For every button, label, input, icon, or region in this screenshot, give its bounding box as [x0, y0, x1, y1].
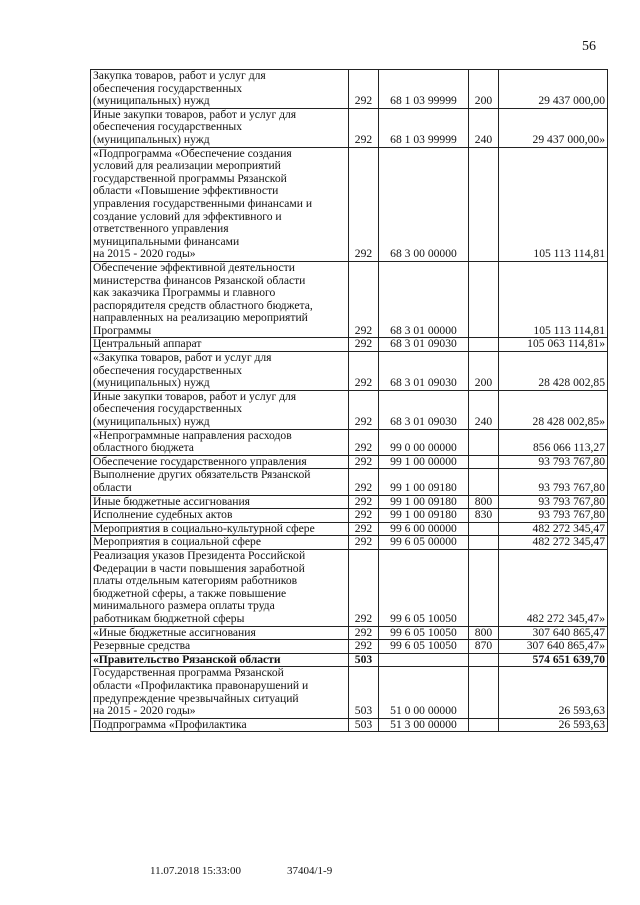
row-code: 292 [349, 495, 379, 509]
row-name-line: «Подпрограмма «Обеспечение создания [93, 147, 292, 160]
row-amount: 105 113 114,81 [499, 261, 608, 338]
row-amount: 93 793 767,80 [499, 495, 608, 509]
table-row [91, 522, 608, 536]
row-amount: 105 063 114,81» [499, 338, 608, 352]
table-row [91, 626, 608, 640]
row-amount: 574 651 639,70 [499, 653, 608, 667]
row-name-line: (муниципальных) нужд [93, 94, 210, 108]
row-code: 503 [349, 718, 379, 732]
row-article: 99 1 00 09180 [379, 495, 469, 509]
row-name-line: ответственного управления [93, 222, 229, 236]
row-name-line: (муниципальных) нужд [93, 132, 210, 146]
table-row [91, 495, 608, 509]
row-name-line: (муниципальных) нужд [93, 415, 210, 429]
row-name-line: Центральный аппарат [93, 337, 202, 351]
table-row [91, 108, 608, 147]
row-name [91, 390, 349, 429]
row-code: 292 [349, 70, 379, 109]
footer-doc-number: 37404/1-9 [287, 865, 333, 877]
row-amount: 93 793 767,80 [499, 455, 608, 469]
row-article: 99 1 00 00000 [379, 455, 469, 469]
row-vr: 800 [469, 495, 499, 509]
row-name-line: Иные закупки товаров, работ и услуг для [93, 390, 297, 403]
row-name [91, 455, 349, 469]
row-code: 292 [349, 429, 379, 455]
row-name-line: предупреждение чрезвычайных ситуаций [93, 691, 299, 705]
row-code: 292 [349, 536, 379, 550]
table-row [91, 718, 608, 732]
table-row [91, 338, 608, 352]
row-vr [469, 147, 499, 261]
row-name-line: условий для реализации мероприятий [93, 159, 281, 173]
row-vr: 200 [469, 70, 499, 109]
row-name-line: государственной программы Рязанской [93, 171, 287, 185]
row-article: 99 6 05 10050 [379, 549, 469, 626]
table-row [91, 352, 608, 391]
row-code: 292 [349, 522, 379, 536]
row-name [91, 352, 349, 391]
row-vr [469, 429, 499, 455]
row-article: 51 0 00 00000 [379, 667, 469, 718]
row-article: 99 6 05 10050 [379, 640, 469, 654]
row-name [91, 108, 349, 147]
row-vr: 200 [469, 352, 499, 391]
row-name [91, 667, 349, 718]
row-vr: 830 [469, 509, 499, 523]
table-row [91, 640, 608, 654]
row-name-line: обеспечения государственных [93, 120, 243, 134]
row-article: 51 3 00 00000 [379, 718, 469, 732]
table-row [91, 653, 608, 667]
row-name [91, 261, 349, 338]
row-article: 68 3 01 00000 [379, 261, 469, 338]
row-vr: 240 [469, 390, 499, 429]
table-row [91, 429, 608, 455]
row-name [91, 147, 349, 261]
row-name-line: Реализация указов Президента Российской [93, 549, 306, 562]
row-code: 292 [349, 108, 379, 147]
row-name-line: областного бюджета [93, 441, 194, 455]
row-code: 292 [349, 549, 379, 626]
row-name-line: Обеспечение государственного управления [93, 455, 307, 468]
row-name-line: Обеспечение эффективной деятельности [93, 261, 295, 274]
row-name-line: министерства финансов Рязанской области [93, 273, 306, 287]
row-name-line: Подпрограмма «Профилактика [93, 718, 247, 731]
row-name-line: «Иные бюджетные ассигнования [93, 626, 256, 639]
row-name [91, 536, 349, 550]
row-name-line: минимального размера оплаты труда [93, 599, 275, 613]
row-article: 68 3 01 09030 [379, 352, 469, 391]
row-name [91, 509, 349, 523]
table-row [91, 261, 608, 338]
row-name-line: Мероприятия в социально-культурной сфере [93, 522, 315, 535]
row-name [91, 469, 349, 495]
row-amount: 29 437 000,00» [499, 108, 608, 147]
row-name-line: «Непрограммные направления расходов [93, 429, 292, 442]
row-name [91, 653, 349, 667]
table-row [91, 455, 608, 469]
row-code: 292 [349, 640, 379, 654]
row-vr [469, 455, 499, 469]
row-name-line: «Правительство Рязанской области [93, 653, 281, 666]
row-vr [469, 718, 499, 732]
budget-table-body [91, 70, 608, 732]
row-code: 292 [349, 390, 379, 429]
row-amount: 93 793 767,80 [499, 469, 608, 495]
row-amount: 307 640 865,47» [499, 640, 608, 654]
row-code: 292 [349, 261, 379, 338]
row-name-line: управления государственными финансами и [93, 196, 313, 210]
row-name-line: муниципальными финансами [93, 234, 240, 248]
row-vr [469, 522, 499, 536]
row-amount: 93 793 767,80 [499, 509, 608, 523]
row-name [91, 626, 349, 640]
footer-date: 11.07.2018 15:33:00 [150, 865, 241, 877]
row-name [91, 338, 349, 352]
row-name-line: «Закупка товаров, работ и услуг для [93, 351, 272, 365]
row-code: 292 [349, 455, 379, 469]
row-vr [469, 653, 499, 667]
row-article: 68 1 03 99999 [379, 70, 469, 109]
row-amount: 307 640 865,47 [499, 626, 608, 640]
row-amount: 29 437 000,00 [499, 70, 608, 109]
row-vr: 870 [469, 640, 499, 654]
row-name-line: Государственная программа Рязанской [93, 666, 284, 680]
table-row [91, 469, 608, 495]
row-name-line: Закупка товаров, работ и услуг для [93, 69, 266, 82]
row-code: 292 [349, 338, 379, 352]
row-article: 68 3 01 09030 [379, 390, 469, 429]
row-amount: 26 593,63 [499, 667, 608, 718]
row-name-line: области «Повышение эффективности [93, 184, 279, 198]
row-name-line: Иные закупки товаров, работ и услуг для [93, 108, 297, 121]
table-row [91, 536, 608, 550]
row-amount: 482 272 345,47 [499, 522, 608, 536]
row-name-line: Федерации в части повышения заработной [93, 561, 305, 575]
row-name-line: бюджетной сферы, а также повышение [93, 586, 287, 600]
row-code: 292 [349, 352, 379, 391]
row-name-line: работникам бюджетной сферы [93, 611, 245, 625]
row-name-line: Иные бюджетные ассигнования [93, 495, 250, 508]
row-name-line: распорядителя средств областного бюджета, [93, 298, 313, 312]
row-amount: 856 066 113,27 [499, 429, 608, 455]
faded-stamp [452, 858, 592, 884]
row-amount: 28 428 002,85» [499, 390, 608, 429]
row-name [91, 495, 349, 509]
table-row [91, 667, 608, 718]
table-row [91, 549, 608, 626]
row-name-line: Программы [93, 323, 152, 337]
budget-table [90, 69, 608, 732]
row-amount: 482 272 345,47 [499, 536, 608, 550]
scan-noise [0, 0, 640, 8]
row-name [91, 522, 349, 536]
row-name-line: Резервные средства [93, 639, 191, 653]
row-name-line: области «Профилактика правонарушений и [93, 678, 309, 692]
row-name-line: Исполнение судебных актов [93, 508, 233, 522]
row-article: 99 0 00 00000 [379, 429, 469, 455]
row-name-line: создание условий для эффективного и [93, 209, 282, 223]
row-name-line: обеспечения государственных [93, 363, 243, 377]
row-name-line: на 2015 - 2020 годы» [93, 704, 196, 718]
row-article [379, 653, 469, 667]
row-code: 503 [349, 667, 379, 718]
row-article: 99 6 00 00000 [379, 522, 469, 536]
row-vr [469, 338, 499, 352]
row-name-line: Выполнение других обязательств Рязанской [93, 468, 311, 482]
row-name [91, 70, 349, 109]
table-row [91, 147, 608, 261]
table-row [91, 509, 608, 523]
row-code: 503 [349, 653, 379, 667]
row-vr: 240 [469, 108, 499, 147]
row-name [91, 549, 349, 626]
row-amount: 482 272 345,47» [499, 549, 608, 626]
row-name-line: платы отдельным категориям работников [93, 574, 298, 588]
row-article: 68 3 00 00000 [379, 147, 469, 261]
row-vr [469, 469, 499, 495]
row-name-line: обеспечения государственных [93, 402, 243, 416]
row-code: 292 [349, 147, 379, 261]
row-name-line: области [93, 481, 132, 494]
table-row [91, 390, 608, 429]
row-vr [469, 549, 499, 626]
row-name-line: на 2015 - 2020 годы» [93, 247, 196, 261]
row-code: 292 [349, 626, 379, 640]
row-amount: 105 113 114,81 [499, 147, 608, 261]
page-number: 56 [582, 39, 596, 54]
row-name-line: (муниципальных) нужд [93, 376, 210, 390]
row-name-line: Мероприятия в социальной сфере [93, 535, 261, 549]
row-code: 292 [349, 509, 379, 523]
row-code: 292 [349, 469, 379, 495]
row-amount: 26 593,63 [499, 718, 608, 732]
row-name-line: обеспечения государственных [93, 81, 243, 95]
row-name-line: направленных на реализацию мероприятий [93, 311, 308, 325]
row-vr [469, 667, 499, 718]
row-article: 99 6 05 00000 [379, 536, 469, 550]
row-article: 99 6 05 10050 [379, 626, 469, 640]
table-row [91, 70, 608, 109]
row-article: 99 1 00 09180 [379, 509, 469, 523]
row-article: 99 1 00 09180 [379, 469, 469, 495]
row-article: 68 3 01 09030 [379, 338, 469, 352]
row-vr [469, 261, 499, 338]
row-article: 68 1 03 99999 [379, 108, 469, 147]
row-amount: 28 428 002,85 [499, 352, 608, 391]
row-vr [469, 536, 499, 550]
row-name [91, 718, 349, 732]
row-name-line: как заказчика Программы и главного [93, 286, 276, 300]
row-name [91, 429, 349, 455]
row-vr: 800 [469, 626, 499, 640]
row-name [91, 640, 349, 654]
